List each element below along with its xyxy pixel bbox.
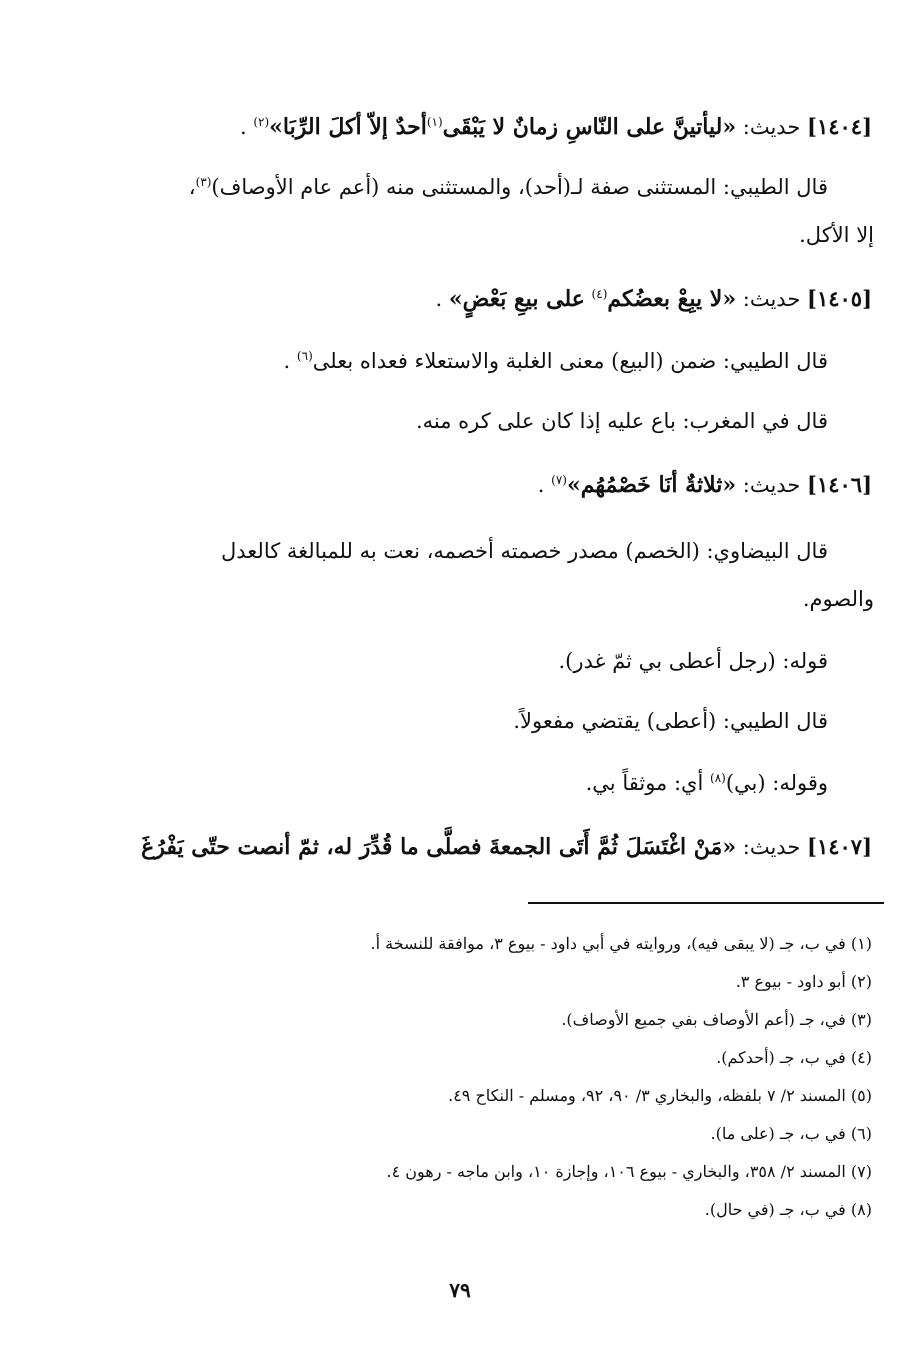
commentary-line xyxy=(140,536,828,566)
hadith-text: «لا يبِعْ بعضُكم xyxy=(607,286,737,312)
footnote: (٤) في ب، جـ (أحدكم). xyxy=(716,1048,872,1067)
commentary-line xyxy=(140,584,874,614)
hadith-number: [١٤٠٥] xyxy=(807,286,872,311)
punctuation: . xyxy=(239,115,247,139)
commentary-line xyxy=(140,406,828,436)
hadith-label: حديث: xyxy=(742,115,801,139)
commentary-text: والصوم. xyxy=(802,587,874,611)
commentary-text: قال البيضاوي: (الخصم) مصدر خصمته أخصمه، نعت به للمبالغة كالعدل xyxy=(221,539,828,563)
commentary-line xyxy=(140,768,828,798)
commentary-text: قال الطيبي: (أعطى) يقتضي مفعولاً. xyxy=(513,709,828,733)
hadith-label: حديث: xyxy=(742,473,801,497)
hadith-1407 xyxy=(140,832,872,862)
hadith-label: حديث: xyxy=(742,287,801,311)
commentary-line xyxy=(140,646,828,676)
commentary-text: قال الطيبي: المستثنى صفة لـ(أحد)، والمستثنى منه (أعم عام الأوصاف) xyxy=(211,175,828,199)
hadith-label: حديث: xyxy=(742,835,801,859)
footnote: (٧) المسند ٢/ ٣٥٨، والبخاري - بيوع ١٠٦، وإجازة ١٠، وابن ماجه - رهون ٤. xyxy=(386,1162,872,1181)
commentary-text: قال في المغرب: باع عليه إذا كان على كره منه. xyxy=(415,409,828,433)
page-number: ٧٩ xyxy=(449,1278,471,1302)
footnote-ref: (٢) xyxy=(253,115,270,129)
hadith-number: [١٤٠٦] xyxy=(807,472,872,497)
footnote: (١) في ب، جـ (لا يبقى فيه)، وروايته في أبي داود - بيوع ٣، موافقة للنسخة أ. xyxy=(370,934,872,953)
hadith-text: على بيعِ بَعْضٍ» xyxy=(448,286,585,312)
commentary-text: إلا الأكل. xyxy=(799,223,874,247)
punctuation: . xyxy=(435,287,443,311)
commentary-text: قوله: (رجل أعطى بي ثمّ غدر). xyxy=(558,649,828,673)
commentary-text: وقوله: (بي) xyxy=(725,771,828,795)
hadith-text: «مَنْ اغْتَسَلَ ثُمَّ أَتَى الجمعةَ فصلَّى ما قُدِّرَ له، ثمّ أنصت حتّى يَفْرُغَ xyxy=(141,834,737,860)
hadith-number: [١٤٠٧] xyxy=(807,834,872,859)
footnote-divider xyxy=(528,902,884,904)
hadith-1405 xyxy=(140,284,872,314)
commentary-line xyxy=(140,220,874,250)
punctuation: . xyxy=(537,473,545,497)
footnote: (٢) أبو داود - بيوع ٣. xyxy=(735,972,872,991)
footnote-ref: (٨) xyxy=(710,771,726,785)
hadith-text: «ليأتينَّ على النّاسِ زمانٌ لا يَبْقَى xyxy=(442,114,737,140)
punctuation: . xyxy=(283,349,291,373)
footnote-ref: (٦) xyxy=(296,349,313,363)
punctuation: ، xyxy=(188,175,196,199)
hadith-text: «ثلاثةٌ أنَا خَصْمُهُم» xyxy=(566,472,737,498)
footnote: (٣) في، جـ (أعم الأوصاف بفي جميع الأوصاف). xyxy=(561,1010,872,1029)
footnote: (٥) المسند ٢/ ٧ بلفظه، والبخاري ٣/ ٩٠، ٩٢، ومسلم - النكاح ٤٩. xyxy=(448,1086,872,1105)
commentary-line xyxy=(140,172,828,202)
commentary-text: أي: موثقاً بي. xyxy=(585,771,704,795)
footnote-ref: (٧) xyxy=(551,473,567,487)
hadith-text: أحدٌ إلاّ أكلَ الرِّبَا» xyxy=(269,114,427,140)
footnote-ref: (٣) xyxy=(195,175,212,189)
footnote-ref: (٤) xyxy=(591,287,608,301)
footnote-ref: (١) xyxy=(426,115,443,129)
commentary-line xyxy=(140,706,828,736)
commentary-line xyxy=(140,346,828,376)
hadith-1406 xyxy=(140,470,872,500)
footnote: (٦) في ب، جـ (على ما). xyxy=(710,1124,872,1143)
footnote: (٨) في ب، جـ (في حال). xyxy=(704,1200,872,1219)
hadith-number: [١٤٠٤] xyxy=(807,114,872,139)
commentary-text: قال الطيبي: ضمن (البيع) معنى الغلبة والاستعلاء فعداه بعلى xyxy=(312,349,828,373)
hadith-1404 xyxy=(140,112,872,142)
